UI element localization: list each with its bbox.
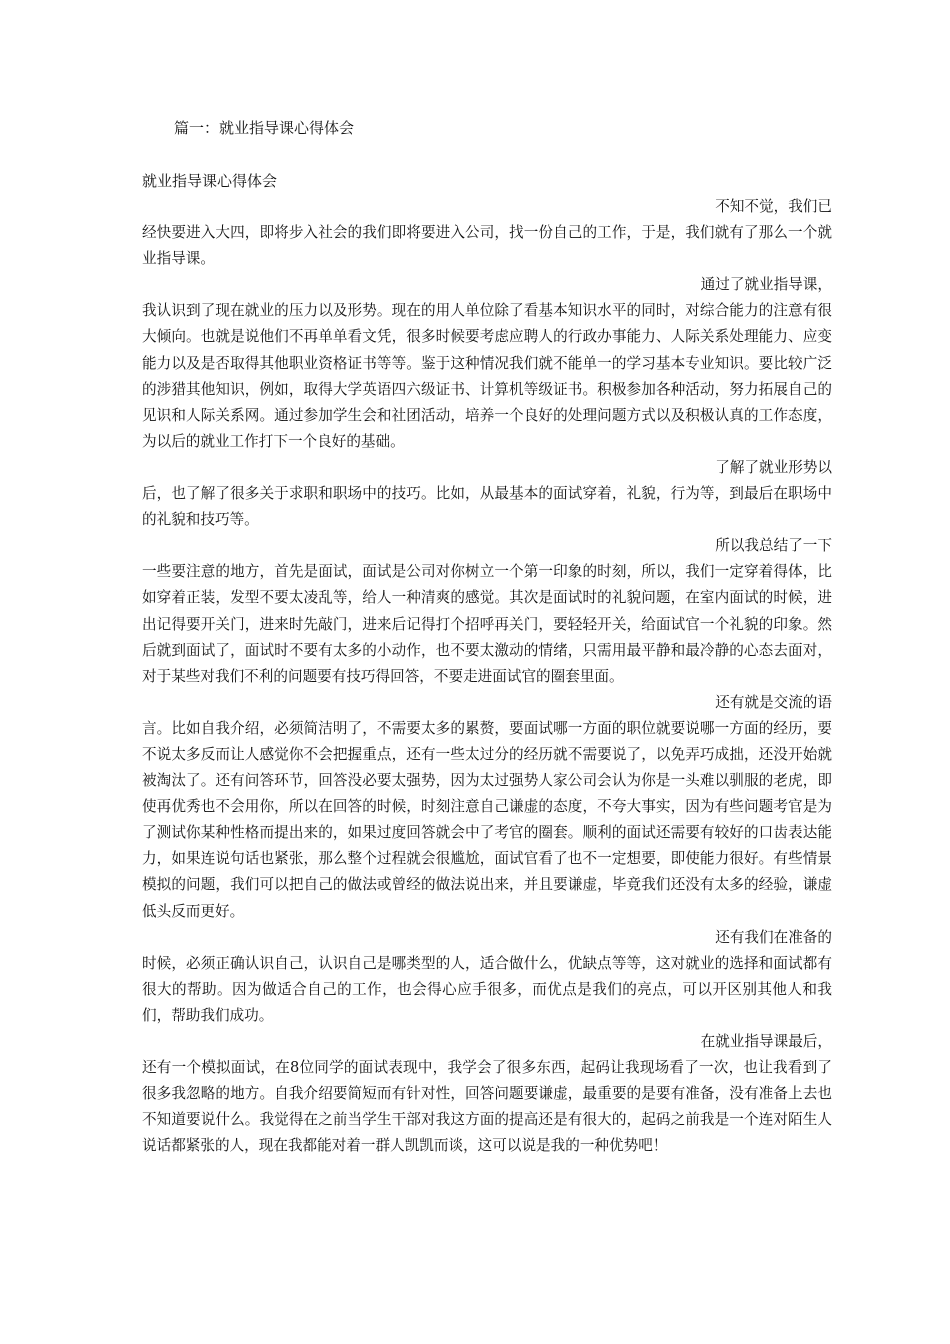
paragraph-text: 经快要进入大四，即将步入社会的我们即将要进入公司，找一份自己的工作，于是，我们就有了那么一个就业指导课。 — [142, 224, 832, 268]
paragraph-lead: 不知不觉，我们已 — [715, 198, 832, 215]
paragraph-lead: 通过了就业指导课， — [700, 276, 832, 294]
paragraph-lead: 了解了就业形势以 — [715, 458, 832, 476]
paragraph-lead: 还有就是交流的语 — [715, 693, 832, 711]
paragraph-text: 时候，必须正确认识自己，认识自己是哪类型的人，适合做什么，优缺点等等，这对就业的选择和面试都有很大的帮助。因为做适合自己的工作，也会得心应手很多，而优点是我们的亮点，可以开区别其他人和我们，帮助我们成功。 — [142, 954, 832, 1024]
document-body — [142, 168, 832, 1159]
section-heading: 篇一：就业指导课心得体会 — [174, 119, 355, 137]
paragraph-lead: 所以我总结了一下 — [715, 537, 832, 555]
paragraph-3 — [142, 455, 832, 533]
paragraph-text: 我认识到了现在就业的压力以及形势。现在的用人单位除了看基本知识水平的同时，对综合能力的注意有很大倾向。也就是说他们不再单单看文凭，很多时候要考虑应聘人的行政办事能力、人际关系处理能力、应变能力以及是否取得其他职业资格证书等等。鉴于这种情况我们就不能单一的学习基本专业知识。要比较广泛的涉猎其他知识，例如，取得大学英语四六级证书、计算机等级证书。积极参加各种活动，努力拓展自己的见识和人际关系网。通过参加学生会和社团活动，培养一个良好的处理问题方式以及积极认真的工作态度，为以后的就业工作打下一个良好的基础。 — [142, 302, 832, 450]
paragraph-7 — [142, 1029, 832, 1159]
paragraph-6 — [142, 925, 832, 1029]
document-title: 就业指导课心得体会 — [142, 172, 278, 190]
paragraph-text: 一些要注意的地方，首先是面试，面试是公司对你树立一个第一印象的时刻，所以，我们一定穿着得体，比如穿着正装，发型不要太凌乱等，给人一种清爽的感觉。其次是面试时的礼貌问题，在室内面试的时候，进出记得要开关门，进来时先敲门，进来后记得打个招呼再关门，要轻轻开关，给面试官一个礼貌的印象。然后就到面试了，面试时不要有太多的小动作，也不要太激动的情绪，只需用最平静和最冷静的心态去面对，对于某些对我们不利的问题要有技巧得回答，不要走进面试官的圈套里面。 — [142, 563, 832, 685]
paragraph-text: 言。比如自我介绍，必须简洁明了，不需要太多的累赘，要面试哪一方面的职位就要说哪一方面的经历，要不说太多反而让人感觉你不会把握重点，还有一些太过分的经历就不需要说了，以免弄巧成拙，还没开始就被淘汰了。还有问答环节，回答没必要太强势，因为太过强势人家公司会认为你是一头难以驯服的老虎，即使再优秀也不会用你，所以在回答的时候，时刻注意自己谦虚的态度，不夸大事实，因为有些问题考官是为了测试你某种性格而提出来的，如果过度回答就会中了考官的圈套。顺利的面试还需要有较好的口齿表达能力，如果连说句话也紧张，那么整个过程就会很尴尬，面试官看了也不一定想要，即使能力很好。有些情景模拟的问题，我们可以把自己的做法或曾经的做法说出来，并且要谦虚，毕竟我们还没有太多的经验，谦虚低头反而更好。 — [142, 719, 832, 920]
paragraph-lead: 还有我们在准备的 — [715, 928, 832, 946]
paragraph-lead: 在就业指导课最后， — [700, 1033, 832, 1050]
paragraph-1 — [142, 194, 832, 272]
paragraph-2 — [142, 272, 832, 455]
paragraph-text: 还有一个模拟面试，在8位同学的面试表现中，我学会了很多东西，起码让我现场看了一次，也让我看到了很多我忽略的地方。自我介绍要简短而有针对性，回答问题要谦虚，最重要的是要有准备，没有准备上去也不知道要说什么。我觉得在之前当学生干部对我这方面的提高还是有很大的，起码之前我是一个连对陌生人说话都紧张的人，现在我都能对着一群人凯凯而谈，这可以说是我的一种优势吧！ — [142, 1059, 832, 1155]
paragraph-4 — [142, 533, 832, 690]
paragraph-text: 后，也了解了很多关于求职和职场中的技巧。比如，从最基本的面试穿着，礼貌，行为等，到最后在职场中的礼貌和技巧等。 — [142, 485, 832, 529]
paragraph-5 — [142, 690, 832, 925]
